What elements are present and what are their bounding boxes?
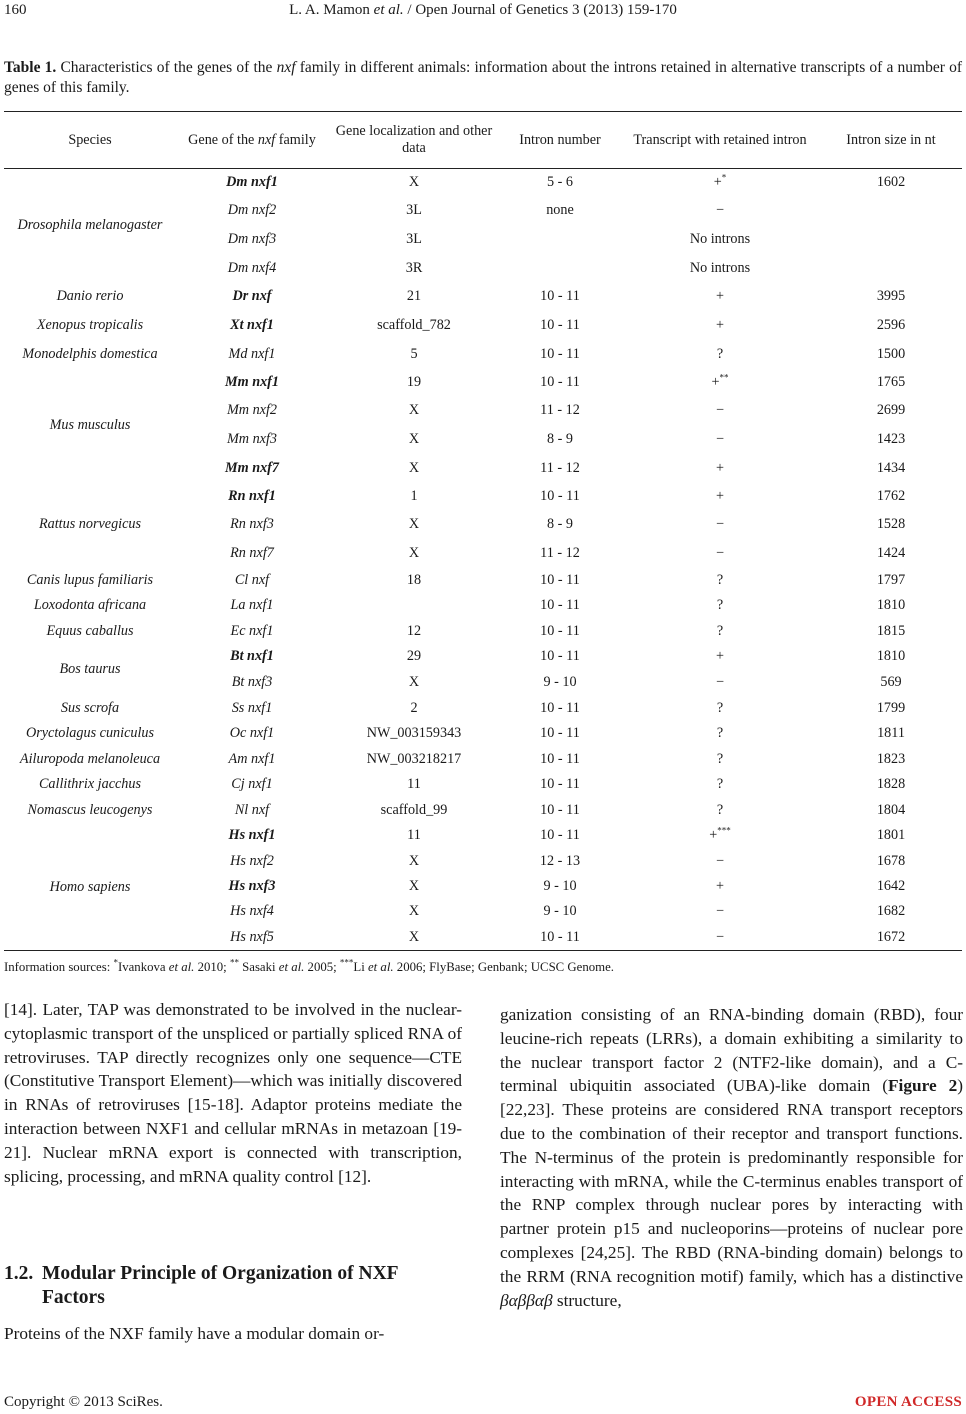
sources-3: Li [353, 960, 368, 974]
cell-gene: Hs nxf4 [230, 903, 274, 919]
cell-localization: 18 [406, 571, 422, 588]
cell-transcript [620, 924, 820, 951]
cell-localization: X [408, 516, 420, 532]
cell-intron-size: 1678 [876, 852, 906, 869]
cell-localization: 11 [407, 827, 421, 843]
cell-transcript [620, 695, 820, 721]
header-species: Species [68, 131, 112, 148]
cell-transcript [620, 593, 820, 618]
cell-species: Callithrix jacchus [38, 776, 142, 792]
cell-localization: NW_003218217 [366, 750, 462, 767]
cell-intron-size: 1828 [876, 776, 906, 792]
cell-transcript [620, 482, 820, 510]
sources-2: Sasaki [238, 960, 279, 974]
cell-intron-size: 1500 [876, 345, 906, 362]
transcript-value: ? [716, 571, 724, 588]
cell-localization: scaffold_782 [377, 317, 451, 333]
transcript-value: + [715, 288, 724, 304]
cell-intron-size: 1765 [876, 373, 906, 390]
cell-intron-number: 9 - 10 [543, 673, 577, 690]
table-row [4, 772, 962, 797]
cell-intron-number: 10 - 11 [540, 571, 580, 588]
cell-gene: Ec nxf1 [230, 622, 274, 639]
transcript-value: ? [716, 622, 724, 639]
header-intron-size: Intron size in nt [846, 131, 936, 148]
cell-intron-size: 1423 [876, 431, 906, 447]
transcript-value: − [715, 903, 724, 919]
cell-species: Bos taurus [59, 661, 121, 677]
cell-species: Homo sapiens [49, 878, 131, 895]
cell-species: Loxodonta africana [33, 597, 147, 613]
transcript-value: ? [716, 725, 724, 741]
cell-species: Oryctolagus cuniculus [25, 725, 155, 741]
cell-localization: 1 [410, 487, 418, 504]
transcript-value: − [715, 516, 724, 532]
cell-intron-size: 1804 [876, 801, 906, 818]
cell-intron-size: 1642 [876, 878, 906, 894]
transcript-footnote-mark: *** [717, 825, 731, 836]
cell-intron-number: 11 - 12 [540, 544, 580, 561]
cell-localization: X [408, 402, 420, 418]
cell-transcript [620, 340, 820, 368]
cell-transcript [620, 721, 820, 746]
cell-gene: Rn nxf1 [228, 487, 276, 504]
transcript-value: + [711, 373, 720, 390]
header-gene: Gene of the nxf family [188, 131, 316, 148]
table-row [4, 340, 962, 368]
table-caption [4, 58, 962, 98]
table-row [4, 695, 962, 721]
cell-intron-size: 1801 [876, 827, 906, 843]
cell-localization: 11 [407, 776, 421, 792]
cell-intron-size: 2596 [876, 317, 906, 333]
cell-localization: X [408, 929, 420, 945]
cell-localization: 3L [406, 231, 422, 247]
cell-gene: Hs nxf3 [228, 878, 276, 894]
cell-intron-number [500, 225, 620, 254]
cell-intron-number: 10 - 11 [540, 725, 580, 741]
cell-transcript [620, 823, 820, 848]
sources-1-year: 2010; [194, 960, 230, 974]
cell-species: Xenopus tropicalis [36, 317, 144, 333]
cell-intron-size: 1815 [876, 622, 906, 639]
cell-localization: 5 [410, 345, 418, 362]
cell-intron-size: 1672 [876, 929, 906, 945]
cell-intron-number: 9 - 10 [543, 878, 577, 894]
figure-reference[interactable]: Figure 2 [888, 1076, 958, 1096]
cell-intron-number: 10 - 11 [540, 827, 580, 843]
right-text-b: ) [22,23]. These proteins are considered RNA transport receptors due to the combination of their receptor and transport functions. The N-terminus of the protein is predominantly responsible for interacting with mRNA, while the C-terminus enables transport of the RNP complex through nuclear pores by interacting with partner protein p15 and nucleoporins—proteins of nuclear pore complexes [24,25]. The RBD (RNA-binding domain) belongs to the RRM (RNA recognition motif) family, which has a distinctive [500, 1076, 963, 1286]
cell-gene: Hs nxf5 [230, 929, 274, 945]
cell-intron-size: 2699 [876, 402, 906, 418]
cell-intron-size: 3995 [876, 288, 906, 304]
cell-species: Rattus norvegicus [38, 516, 142, 532]
cell-species: Nomascus leucogenys [27, 801, 153, 818]
cell-intron-number: 10 - 11 [540, 750, 580, 767]
left-paragraph-text: [14]. Later, TAP was demonstrated to be involved in the nuclear-cytoplasmic transport of the unspliced or partially spliced RNA of retroviruses. TAP directly recognizes only one sequence—CTE (Constitutive Transport Element)—which was initially discovered in RNAs of retroviruses [15-18]. Adaptor proteins mediate the interaction between NXF1 and cellular mRNAs in metazoan [19-21]. Nuclear mRNA export is connected with transcription, splicing, processing, and mRNA quality control [12]. [4, 1000, 462, 1186]
cell-species: Canis lupus familiaris [26, 571, 154, 588]
cell-intron-number: 10 - 11 [540, 487, 580, 504]
cell-intron-number: 10 - 11 [540, 317, 580, 333]
cell-localization: 2 [410, 699, 418, 716]
caption-text-a: Characteristics of the genes of the [56, 59, 277, 76]
cell-intron-number: 5 - 6 [546, 173, 573, 190]
header-intron-number: Intron number [519, 131, 601, 148]
cell-species: Equus caballus [46, 622, 134, 639]
section-number: 1.2. [4, 1263, 34, 1284]
table-label: Table 1. [4, 59, 57, 76]
cell-localization: X [408, 903, 420, 919]
cell-species: Sus scrofa [60, 699, 120, 716]
cell-localization: NW_003159343 [366, 725, 462, 741]
cell-transcript [620, 899, 820, 924]
table-row [4, 823, 962, 848]
cell-transcript [620, 311, 820, 340]
transcript-value: + [715, 459, 724, 476]
cell-gene: Bt nxf1 [230, 648, 274, 664]
sources-sup-2: ** [229, 957, 239, 968]
structure-notation: βαββαβ [500, 1290, 553, 1310]
cell-transcript [620, 772, 820, 797]
table-row [4, 746, 962, 772]
cell-intron-size: 1811 [877, 725, 905, 741]
transcript-value: ? [716, 597, 724, 613]
cell-intron-number: 8 - 9 [546, 516, 573, 532]
cell-localization: X [408, 673, 420, 690]
running-head: L. A. Mamon et al. / Open Journal of Genetics 3 (2013) 159-170 [289, 2, 677, 18]
cell-localization: X [408, 852, 420, 869]
cell-transcript [620, 396, 820, 425]
transcript-value: + [715, 317, 724, 333]
cell-intron-size: 1797 [876, 571, 906, 588]
cell-species: Monodelphis domestica [22, 345, 158, 362]
right-text-c: structure, [552, 1290, 622, 1310]
right-text-a: ganization consisting of an RNA-binding domain (RBD), four leucine-rich repeats (LRRs), a domain exhibiting a similarity to the nuclear transport factor 2 (NTF2-like domain), and a C-terminal ubiquitin associated (UBA)-like domain ( [500, 1005, 963, 1096]
table-row [4, 567, 962, 593]
cell-intron-size: 1682 [876, 903, 906, 919]
cell-intron-size [820, 196, 962, 225]
cell-gene: Dr nxf [232, 288, 272, 304]
cell-species: Ailuropoda melanoleuca [19, 750, 161, 767]
cell-transcript [620, 539, 820, 567]
cell-intron-size: 1762 [876, 487, 906, 504]
cell-transcript [620, 425, 820, 454]
cell-intron-number: 10 - 11 [540, 776, 580, 792]
cell-intron-number: none [546, 202, 574, 218]
cell-no-introns: No introns [689, 231, 751, 247]
transcript-value: + [713, 173, 722, 190]
cell-transcript [620, 282, 820, 311]
cell-gene: Dm nxf1 [226, 173, 278, 190]
caption-text-italic: nxf [276, 59, 296, 76]
transcript-value: − [715, 202, 724, 218]
cell-intron-number: 10 - 11 [540, 373, 580, 390]
cell-transcript [620, 669, 820, 695]
cell-intron-number: 10 - 11 [540, 597, 580, 613]
sources-3-rest: 2006; FlyBase; Genbank; UCSC Genome. [393, 960, 614, 974]
cell-intron-size [820, 225, 962, 254]
transcript-value: + [715, 648, 724, 664]
cell-gene: Dm nxf3 [227, 231, 277, 247]
cell-transcript [620, 746, 820, 772]
cell-gene: Bt nxf3 [231, 673, 273, 690]
table-row [4, 618, 962, 644]
cell-transcript [620, 567, 820, 593]
cell-localization: 29 [406, 648, 422, 664]
transcript-value: ? [716, 345, 724, 362]
table-body [4, 168, 962, 951]
cell-species: Mus musculus [49, 416, 131, 433]
cell-intron-number: 11 - 12 [540, 402, 580, 418]
cell-localization: X [408, 431, 420, 447]
sources-2-year: 2005; [304, 960, 340, 974]
sources-sup-1: * [113, 957, 118, 968]
sources-1-etal: et al. [168, 960, 195, 974]
cell-localization: 3L [406, 202, 422, 218]
table-row [4, 282, 962, 311]
right-column-paragraph [500, 1003, 963, 1312]
cell-localization: 3R [405, 259, 423, 276]
nxf-genes-table [4, 112, 962, 951]
cell-intron-size: 1602 [876, 173, 906, 190]
cell-gene: Am nxf1 [228, 750, 276, 767]
cell-gene: Mm nxf1 [225, 373, 279, 390]
cell-localization: X [408, 459, 420, 476]
page-number: 160 [4, 2, 27, 18]
cell-species: Danio rerio [56, 288, 124, 304]
cell-gene: Oc nxf1 [229, 725, 275, 741]
transcript-value: ? [716, 776, 724, 792]
cell-gene: Mm nxf2 [226, 402, 278, 418]
cell-gene: Hs nxf1 [228, 827, 276, 843]
cell-transcript [620, 368, 820, 396]
table-row [4, 721, 962, 746]
cell-gene: Dm nxf4 [227, 259, 277, 276]
cell-transcript [620, 644, 820, 669]
cell-gene: Mm nxf3 [226, 431, 278, 447]
cell-gene: Rn nxf3 [230, 516, 274, 532]
cell-gene: La nxf1 [230, 597, 274, 613]
cell-transcript [620, 196, 820, 225]
cell-transcript [620, 168, 820, 196]
cell-transcript [620, 874, 820, 899]
cell-intron-number: 10 - 11 [540, 699, 580, 716]
cell-gene: Rn nxf7 [230, 544, 274, 561]
transcript-footnote-mark: * [721, 171, 727, 182]
cell-intron-number: 11 - 12 [540, 459, 580, 476]
cell-intron-size: 1810 [876, 648, 906, 664]
cell-intron-size: 1528 [876, 516, 906, 532]
sources-2-etal: et al. [278, 960, 305, 974]
transcript-value: ? [716, 750, 724, 767]
copyright: Copyright © 2013 SciRes. [4, 1394, 163, 1410]
table-row [4, 482, 962, 510]
section-heading [4, 1262, 462, 1310]
section-text: Proteins of the NXF family have a modular domain or- [4, 1324, 385, 1343]
left-column-paragraph [4, 998, 462, 1188]
cell-gene: Cj nxf1 [231, 776, 273, 792]
information-sources [4, 957, 614, 975]
cell-intron-size: 1810 [876, 597, 906, 613]
cell-localization: X [408, 878, 420, 894]
cell-intron-number: 10 - 11 [540, 345, 580, 362]
cell-intron-number: 10 - 11 [540, 801, 580, 818]
sources-1: Ivankova [117, 960, 169, 974]
cell-gene: Nl nxf [234, 801, 270, 818]
cell-localization [328, 593, 500, 618]
transcript-value: − [715, 929, 724, 945]
caption-text-b: family in different animals: information about the introns retained in alternative transcripts of a number of genes of this family. [4, 59, 962, 96]
header-transcript: Transcript with retained intron [633, 131, 807, 148]
transcript-value: + [709, 827, 718, 843]
cell-intron-number: 8 - 9 [546, 431, 573, 447]
sources-3-etal: et al. [368, 960, 394, 974]
cell-localization: X [408, 173, 420, 190]
transcript-value: + [715, 878, 724, 894]
cell-species: Drosophila melanogaster [17, 216, 163, 233]
cell-intron-number: 10 - 11 [540, 929, 580, 945]
cell-gene: Md nxf1 [228, 345, 276, 362]
cell-localization: 21 [406, 288, 422, 304]
cell-localization: 12 [406, 622, 422, 639]
cell-gene: Hs nxf2 [230, 852, 274, 869]
table-row [4, 368, 962, 396]
cell-localization: 19 [406, 373, 422, 390]
cell-localization: X [408, 544, 420, 561]
table-row [4, 797, 962, 823]
table-header-row [4, 112, 962, 168]
cell-localization: scaffold_99 [380, 801, 448, 818]
cell-intron-number: 10 - 11 [540, 648, 580, 664]
cell-transcript [620, 510, 820, 539]
cell-intron-number: 10 - 11 [540, 288, 580, 304]
cell-transcript [620, 848, 820, 874]
cell-gene: Xt nxf1 [230, 317, 274, 333]
sources-prefix: Information sources: [4, 960, 114, 974]
cell-intron-size: 1424 [876, 544, 906, 561]
cell-intron-size: 1799 [876, 699, 906, 716]
transcript-value: − [715, 431, 724, 447]
section-title-line2: Factors [42, 1287, 105, 1308]
section-title-line1: Modular Principle of Organization of NXF [42, 1263, 399, 1284]
transcript-value: ? [716, 801, 724, 818]
transcript-value: − [715, 852, 724, 869]
table-row [4, 593, 962, 618]
cell-intron-size [820, 254, 962, 282]
cell-intron-number: 12 - 13 [539, 852, 581, 869]
sources-sup-3: *** [339, 957, 354, 968]
cell-transcript [620, 797, 820, 823]
table-row [4, 168, 962, 196]
cell-transcript [620, 454, 820, 482]
header-localization: Gene localization and other data [335, 123, 493, 156]
transcript-value: + [715, 487, 724, 504]
cell-intron-number [500, 254, 620, 282]
cell-transcript [620, 618, 820, 644]
transcript-value: − [715, 402, 724, 418]
cell-gene: Cl nxf [234, 571, 270, 588]
cell-gene: Dm nxf2 [227, 202, 277, 218]
table-row [4, 311, 962, 340]
cell-gene: Mm nxf7 [225, 459, 279, 476]
cell-no-introns: No introns [689, 259, 751, 276]
open-access-label: OPEN ACCESS [854, 1394, 962, 1410]
cell-intron-number: 9 - 10 [543, 903, 577, 919]
transcript-value: ? [716, 699, 724, 716]
cell-intron-size: 1434 [876, 459, 906, 476]
cell-intron-size: 1823 [876, 750, 906, 767]
transcript-footnote-mark: ** [719, 371, 729, 382]
cell-gene: Ss nxf1 [231, 699, 273, 716]
cell-intron-number: 10 - 11 [540, 622, 580, 639]
table-row [4, 644, 962, 669]
transcript-value: − [715, 673, 724, 690]
cell-intron-size: 569 [880, 673, 902, 690]
transcript-value: − [715, 544, 724, 561]
